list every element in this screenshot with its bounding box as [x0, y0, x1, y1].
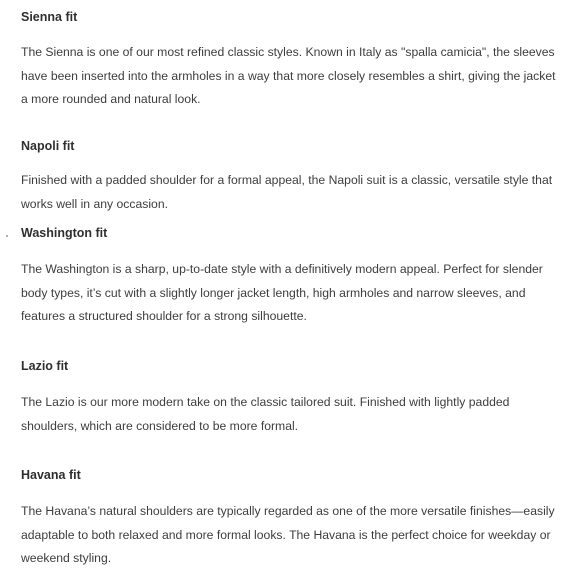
sienna-fit-title: Sienna fit	[21, 10, 78, 24]
napoli-fit-title: Napoli fit	[21, 139, 75, 153]
lazio-fit-title: Lazio fit	[21, 359, 69, 373]
sienna-fit-description: The Sienna is one of our most refined classic styles. Known in Italy as "spalla camicia", the sleeves have been inserted into the armholes in a way that more closely resembles a shirt, giving the jacket a more rounded and natural look.	[21, 45, 556, 106]
stray-dot	[6, 235, 8, 237]
napoli-fit-description: Finished with a padded shoulder for a formal appeal, the Napoli suit is a classic, versatile style that works well in any occasion.	[21, 173, 553, 211]
washington-fit-description: The Washington is a sharp, up-to-date style with a definitively modern appeal. Perfect for slender body types, it’s cut with a slightly longer jacket length, high armholes and narrow sleeves, and features a structured shoulder for a strong silhouette.	[21, 262, 543, 323]
lazio-fit-description: The Lazio is our more modern take on the classic tailored suit. Finished with lightly padded shoulders, which are considered to be more formal.	[21, 395, 510, 433]
havana-fit-title: Havana fit	[21, 468, 81, 482]
washington-fit-title: Washington fit	[21, 226, 108, 240]
havana-fit-description: The Havana’s natural shoulders are typically regarded as one of the more versatile finishes—easily adaptable to both relaxed and more formal looks. The Havana is the perfect choice for weekday or weekend styling.	[21, 504, 555, 565]
